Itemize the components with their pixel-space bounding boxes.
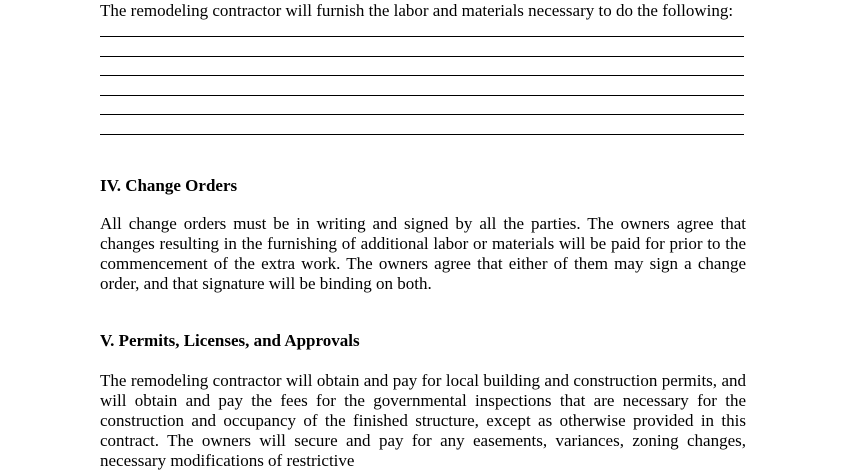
scope-blank-line-2[interactable] (100, 56, 744, 57)
scope-blank-line-4[interactable] (100, 95, 744, 96)
scope-intro-text: The remodeling contractor will furnish the labor and materials necessary to do the following: (100, 1, 734, 20)
scope-blank-line-3[interactable] (100, 75, 744, 76)
scope-blank-line-6[interactable] (100, 134, 744, 135)
change-orders-heading: IV. Change Orders (100, 176, 238, 195)
scope-blank-line-1[interactable] (100, 36, 744, 37)
permits-heading: V. Permits, Licenses, and Approvals (100, 331, 360, 350)
permits-body: The remodeling contractor will obtain and pay for local building and construction permits, and will obtain and pay the fees for the governmental inspections that are necessary for the construction and occupancy of the finished structure, except as otherwise provided in this contract. The owners will secure and pay for any easements, variances, zoning changes, necessary modifications of restrictive (100, 371, 746, 470)
change-orders-body: All change orders must be in writing and signed by all the parties. The owners agree that changes resulting in the furnishing of additional labor or materials will be paid for prior to the commencement of the extra work. The owners agree that either of them may sign a change order, and that signature will be binding on both. (100, 214, 746, 293)
scope-blank-line-5[interactable] (100, 114, 744, 115)
